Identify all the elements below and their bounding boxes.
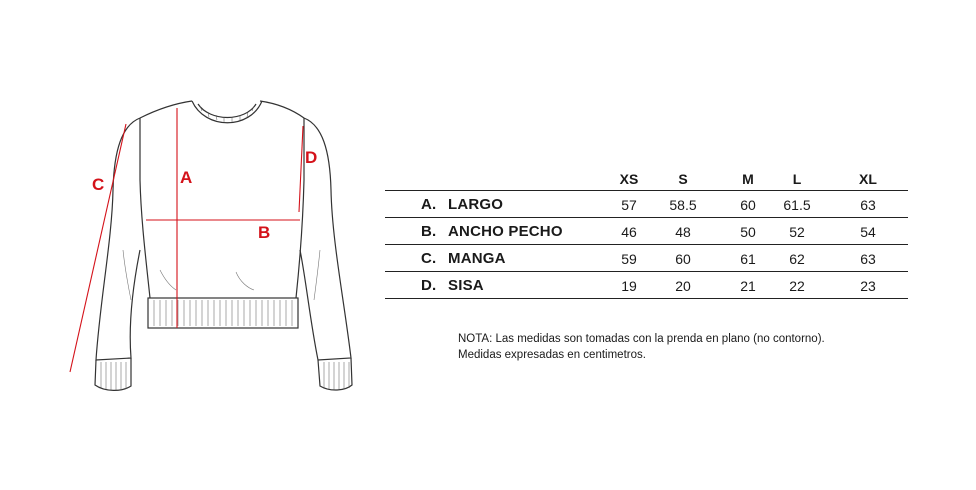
measure-label-a: A: [180, 168, 193, 187]
measure-label-c: C: [92, 175, 105, 194]
table-cell: 61.5: [783, 197, 811, 213]
row-name: SISA: [448, 277, 484, 294]
size-table: [385, 168, 908, 299]
row-letter: C.: [421, 250, 437, 267]
table-cell: 22: [789, 278, 805, 294]
table-cell: 59: [621, 251, 637, 267]
note-line-1: NOTA: Las medidas son tomadas con la prenda en plano (no contorno).: [458, 333, 825, 345]
table-cell: 63: [860, 251, 876, 267]
table-cell: 58.5: [669, 197, 697, 213]
table-cell: 50: [740, 224, 756, 240]
size-header-row: [385, 168, 908, 191]
table-row-largo: [385, 191, 908, 218]
table-cell: 62: [789, 251, 805, 267]
table-cell: 60: [675, 251, 691, 267]
row-letter: B.: [421, 223, 437, 240]
table-cell: 19: [621, 278, 637, 294]
table-cell: 63: [860, 197, 876, 213]
row-name: LARGO: [448, 196, 504, 213]
size-header-l: L: [792, 171, 802, 187]
table-cell: 52: [789, 224, 805, 240]
size-header-m: M: [742, 171, 754, 187]
table-row-ancho-pecho: [385, 218, 908, 245]
table-cell: 46: [621, 224, 637, 240]
sweater-flat-sketch: [60, 90, 360, 400]
measure-label-b: B: [258, 223, 271, 242]
note-line-2: Medidas expresadas en centimetros.: [458, 349, 646, 361]
measurement-note: [458, 331, 825, 363]
row-name: ANCHO PECHO: [448, 223, 563, 240]
table-cell: 61: [740, 251, 756, 267]
size-header-s: S: [678, 171, 688, 187]
table-row-sisa: [385, 272, 908, 299]
table-cell: 57: [621, 197, 637, 213]
size-header-xs: XS: [619, 171, 639, 187]
size-header-xl: XL: [859, 171, 877, 187]
row-letter: D.: [421, 277, 437, 294]
table-cell: 20: [675, 278, 691, 294]
measure-label-d: D: [305, 148, 318, 167]
table-cell: 60: [740, 197, 756, 213]
table-cell: 54: [860, 224, 876, 240]
table-row-manga: [385, 245, 908, 272]
row-letter: A.: [421, 196, 437, 213]
table-cell: 23: [860, 278, 876, 294]
row-name: MANGA: [448, 250, 506, 267]
table-cell: 21: [740, 278, 756, 294]
table-cell: 48: [675, 224, 691, 240]
